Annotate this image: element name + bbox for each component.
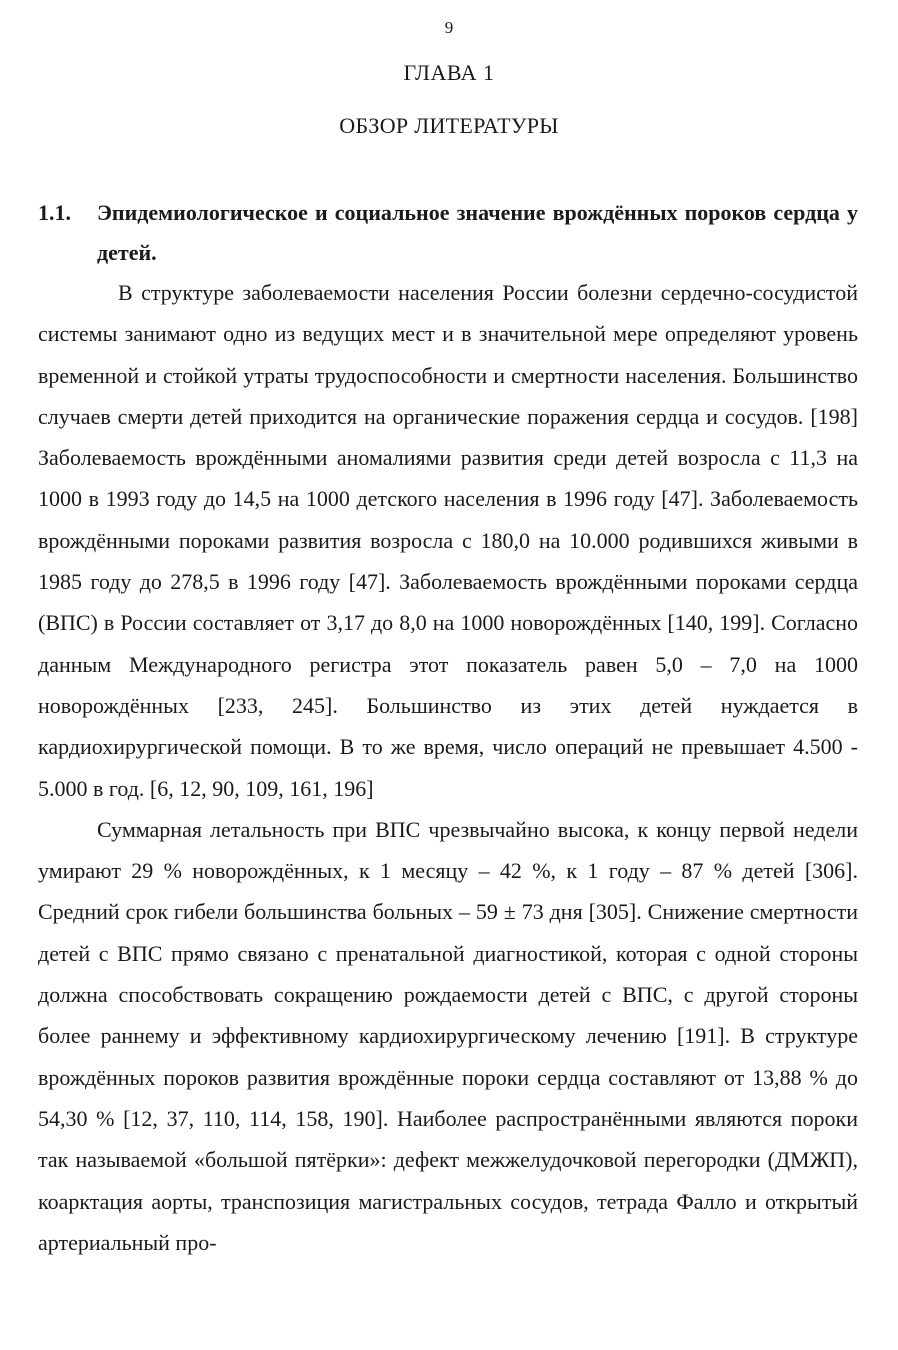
section-title: Эпидемиологическое и социальное значение врождённых пороков сердца у детей. <box>97 200 858 265</box>
section-number: 1.1. <box>38 200 71 225</box>
chapter-subtitle: ОБЗОР ЛИТЕРАТУРЫ <box>339 113 559 138</box>
chapter-title: ГЛАВА 1 <box>403 60 495 85</box>
paragraph: В структуре заболеваемости населения России болезни сердечно-сосудистой системы занимают одно из ведущих мест и в значительной мере определяют уровень временной и стойкой утраты трудоспособности и смертности населения. Большинство случаев смерти детей приходится на органические поражения сердца и сосудов. [198] Заболеваемость врождёнными аномалиями развития среди детей возросла с 11,3 на 1000 в 1993 году до 14,5 на 1000 детского населения в 1996 году [47]. Заболеваемость врождёнными пороками развития возросла с 180,0 на 10.000 родившихся живыми в 1985 году до 278,5 в 1996 году [47]. Заболеваемость врождёнными пороками сердца (ВПС) в России составляет от 3,17 до 8,0 на 1000 новорождённых [140, 199]. Согласно данным Международного регистра этот показатель равен 5,0 – 7,0 на 1000 новорождённых [233, 245]. Большинство из этих детей нуждается в кардиохирургической помощи. В то же время, число операций не превышает 4.500 - 5.000 в год. [6, 12, 90, 109, 161, 196] <box>38 280 858 801</box>
page-number: 9 <box>444 18 454 37</box>
section-heading <box>38 193 858 273</box>
paragraph: Суммарная летальность при ВПС чрезвычайно высока, к концу первой недели умирают 29 % новорождённых, к 1 месяцу – 42 %, к 1 году – 87 % детей [306]. Средний срок гибели большинства больных – 59 ± 73 дня [305]. Снижение смертности детей с ВПС прямо связано с пренатальной диагностикой, которая с одной стороны должна способствовать сокращению рождаемости детей с ВПС, с другой стороны более раннему и эффективному кардиохирургическому лечению [191]. В структуре врождённых пороков развития врождённые пороки сердца составляют от 13,88 % до 54,30 % [12, 37, 110, 114, 158, 190]. Наиболее распространёнными являются пороки так называемой «большой пятёрки»: дефект межжелудочковой перегородки (ДМЖП), коарктация аорты, транспозиция магистральных сосудов, тетрада Фалло и открытый артериальный про- <box>38 816 858 1255</box>
body-text <box>38 272 858 1263</box>
